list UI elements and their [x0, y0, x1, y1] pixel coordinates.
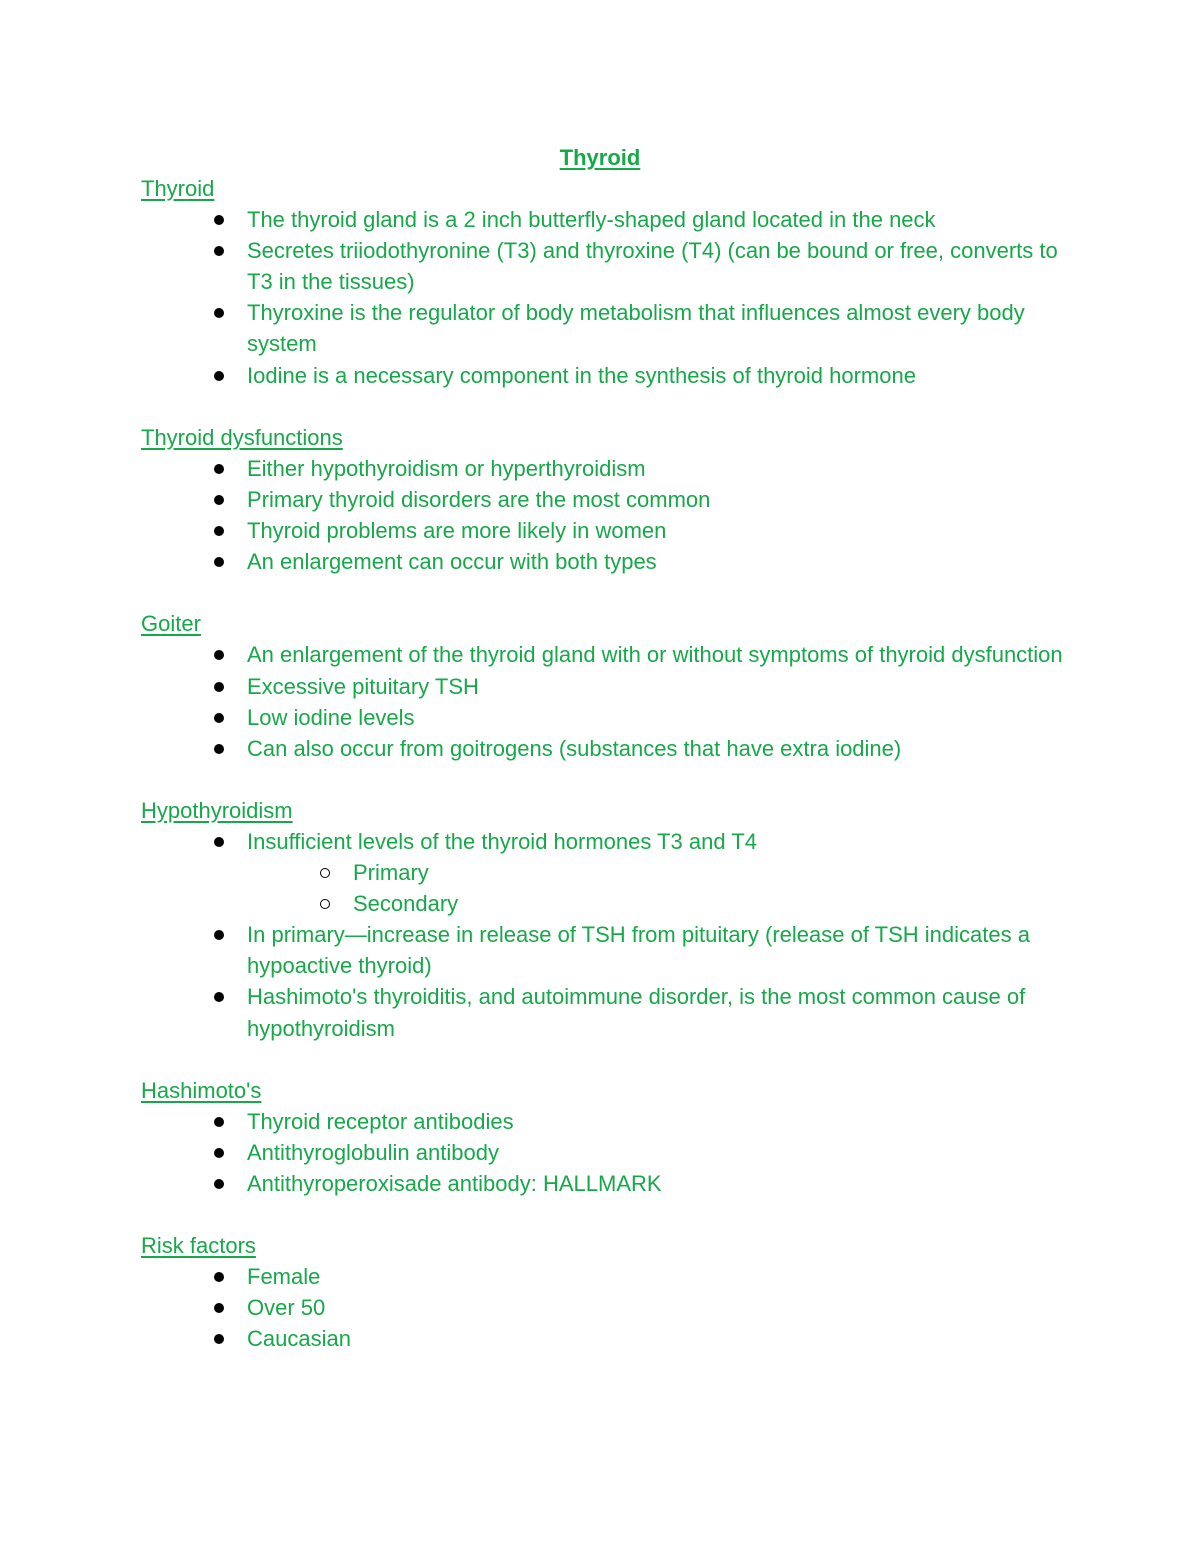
section-thyroid-dysfunctions: [141, 422, 1081, 577]
list-item: [247, 453, 1081, 484]
list-item: [247, 484, 1081, 515]
list-item-text: Insufficient levels of the thyroid hormones T3 and T4: [247, 828, 757, 854]
list-item: [247, 702, 1081, 733]
list-item: [247, 360, 1081, 391]
bullet-list: [141, 204, 1081, 391]
list-item-text: Thyroid problems are more likely in women: [247, 518, 667, 544]
bullet-list: [141, 453, 1081, 577]
list-item: [247, 1261, 1081, 1292]
list-item-text: Caucasian: [247, 1326, 351, 1352]
bullet-icon: [214, 1334, 224, 1344]
section-hypothyroidism: [141, 795, 1081, 1044]
list-item-text: Can also occur from goitrogens (substances that have extra iodine): [247, 735, 902, 761]
bullet-icon: [214, 650, 224, 660]
hollow-bullet-icon: [320, 899, 330, 909]
sub-list: [247, 857, 1081, 919]
bullet-icon: [214, 495, 224, 505]
section-heading: Thyroid: [141, 176, 215, 201]
list-item: [247, 671, 1081, 702]
section-hashimotos: [141, 1075, 1081, 1199]
bullet-icon: [214, 464, 224, 474]
section-goiter: [141, 608, 1081, 763]
bullet-icon: [214, 930, 224, 940]
list-item: [247, 1168, 1081, 1199]
list-item: [247, 297, 1081, 359]
bullet-icon: [214, 992, 224, 1002]
list-item: [247, 639, 1081, 670]
bullet-list: [141, 826, 1081, 1044]
bullet-list: [141, 1261, 1081, 1354]
list-item-text: Excessive pituitary TSH: [247, 673, 479, 699]
list-item-text: Iodine is a necessary component in the synthesis of thyroid hormone: [247, 362, 916, 388]
bullet-icon: [214, 1117, 224, 1127]
document-body: [141, 173, 1081, 1386]
list-item: [247, 1106, 1081, 1137]
list-item: [247, 515, 1081, 546]
list-item-text: The thyroid gland is a 2 inch butterfly-shaped gland located in the neck: [247, 207, 936, 233]
bullet-icon: [214, 1148, 224, 1158]
list-item-text: Low iodine levels: [247, 704, 415, 730]
bullet-icon: [214, 526, 224, 536]
list-item-text: Antithyroperoxisade antibody: HALLMARK: [247, 1171, 662, 1196]
bullet-icon: [214, 1179, 224, 1189]
list-item-text: Antithyroglobulin antibody: [247, 1139, 499, 1165]
bullet-icon: [214, 1272, 224, 1282]
document-title: Thyroid: [559, 145, 641, 170]
list-item-text: Secretes triiodothyronine (T3) and thyroxine (T4) (can be bound or free, converts to T3 in the tissues): [247, 238, 1058, 295]
list-item-text: In primary—increase in release of TSH from pituitary (release of TSH indicates a hypoactive thyroid): [247, 922, 1030, 979]
list-item-text: An enlargement can occur with both types: [247, 549, 657, 575]
sub-list-item-text: Secondary: [353, 891, 459, 917]
section-heading: Risk factors: [141, 1233, 256, 1259]
bullet-icon: [214, 557, 224, 567]
list-item-text: Female: [247, 1264, 321, 1290]
list-item-text: Either hypothyroidism or hyperthyroidism: [247, 455, 646, 481]
sub-list-item-text: Primary: [353, 860, 429, 886]
list-item-text: Thyroid receptor antibodies: [247, 1108, 514, 1134]
section-heading: Goiter: [141, 611, 201, 637]
bullet-icon: [214, 246, 224, 256]
list-item: [247, 1323, 1081, 1354]
bullet-list: [141, 1106, 1081, 1199]
bullet-icon: [214, 371, 224, 381]
list-item-text: Hashimoto's thyroiditis, and autoimmune disorder, is the most common cause of hypothyroidism: [247, 984, 1026, 1041]
bullet-icon: [214, 744, 224, 754]
list-item: [247, 1292, 1081, 1323]
list-item: [247, 981, 1081, 1043]
bullet-icon: [214, 215, 224, 225]
section-risk-factors: [141, 1230, 1081, 1354]
list-item: [247, 235, 1081, 297]
list-item-text: Thyroxine is the regulator of body metabolism that influences almost every body system: [247, 300, 1025, 357]
list-item: [247, 1137, 1081, 1168]
bullet-icon: [214, 682, 224, 692]
list-item-text: Primary thyroid disorders are the most common: [247, 486, 711, 512]
bullet-icon: [214, 308, 224, 318]
section-heading: Thyroid dysfunctions: [141, 424, 343, 450]
bullet-list: [141, 639, 1081, 763]
bullet-icon: [214, 837, 224, 847]
list-item: [247, 826, 1081, 919]
list-item-text: An enlargement of the thyroid gland with or without symptoms of thyroid dysfunction: [247, 642, 1063, 668]
sub-list-item: [353, 857, 1081, 888]
list-item: [247, 204, 1081, 235]
list-item: [247, 733, 1081, 764]
bullet-icon: [214, 713, 224, 723]
section-heading: Hypothyroidism: [141, 797, 293, 823]
sub-list-item: [353, 888, 1081, 919]
section-thyroid: [141, 173, 1081, 391]
list-item-text: Over 50: [247, 1295, 326, 1321]
section-heading: Hashimoto's: [141, 1077, 262, 1103]
list-item: [247, 919, 1081, 981]
hollow-bullet-icon: [320, 868, 330, 878]
list-item: [247, 546, 1081, 577]
bullet-icon: [214, 1303, 224, 1313]
